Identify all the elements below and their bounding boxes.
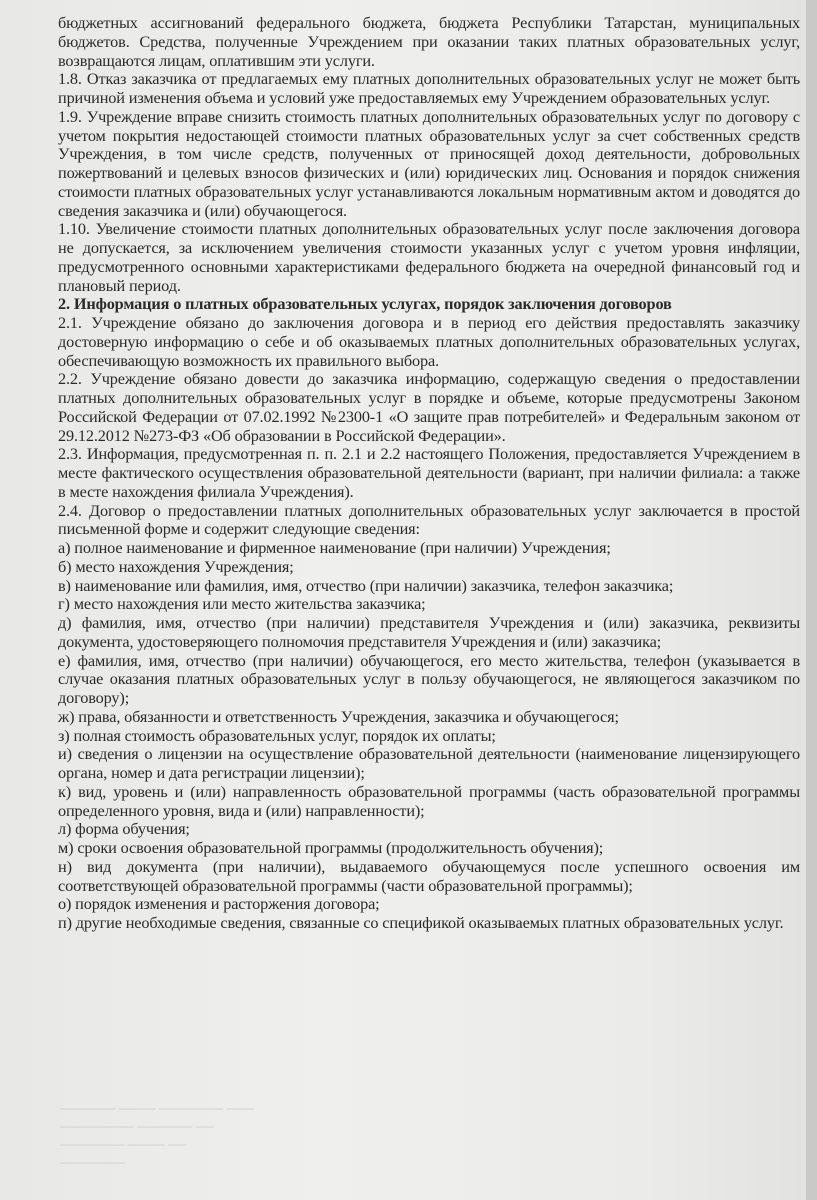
paragraph: б) место нахождения Учреждения; [58, 556, 294, 576]
paragraph: 2.4. Договор о предоставлении платных дополнительных образовательных услуг заключается в простой письменной форме и содержит следующие сведения: [58, 500, 800, 539]
paragraph: ж) права, обязанности и ответственность Учреждения, заказчика и обучающегося; [58, 706, 619, 726]
paragraph: з) полная стоимость образовательных услуг, порядок их оплаты; [58, 725, 496, 745]
paragraph: и) сведения о лицензии на осуществление образовательной деятельности (наименование лицензирующего органа, номер и дата регистрации лицензии); [58, 744, 800, 782]
paragraph: д) фамилия, имя, отчество (при наличии) представителя Учреждения и (или) заказчика, реквизиты документа, удостоверяющего полномочия представителя Учреждения и (или) заказчика; [58, 613, 800, 651]
paragraph: 2.3. Информация, предусмотренная п. п. 2.1 и 2.2 настоящего Положения, предоставляется Учреждением в месте фактического осуществления образовательной деятельности (вариант, при наличии филиала: а также в месте нахождения филиала Учреждения). [58, 444, 800, 501]
paragraph: 1.8. Отказ заказчика от предлагаемых ему платных дополнительных образовательных услуг не может быть причиной изменения объема и условий уже предоставляемых ему Учреждением образовательных услуг. [58, 69, 800, 107]
document-body [58, 14, 800, 933]
bleed-through-text: ────── ──── ─────── ─── ──────── ────── ── ─────── ──── ── ─────── [60, 1101, 254, 1170]
paragraph: а) полное наименование и фирменное наименование (при наличии) Учреждения; [58, 538, 611, 557]
paragraph: л) форма обучения; [58, 819, 190, 839]
paragraph: 2.2. Учреждение обязано довести до заказчика информацию, содержащую сведения о предоставлении платных дополнительных образовательных услуг в порядке и объеме, которые предусмотрены Законом Российской Федерации от 07.02.1992 №2300-1 «О защите прав потребителей» и Федеральным законом от 29.12.2012 №273-ФЗ «Об образовании в Российской Федерации». [58, 369, 800, 445]
paragraph: п) другие необходимые сведения, связанные со спецификой оказываемых платных образовательных услуг. [58, 913, 784, 932]
paragraph: 1.10. Увеличение стоимости платных дополнительных образовательных услуг после заключения договора не допускается, за исключением увеличения стоимости указанных услуг с учетом уровня инфляции, предусмотренного основными характеристиками федерального бюджета на очередной финансовый год и плановый период. [58, 219, 800, 295]
paragraph: н) вид документа (при наличии), выдаваемого обучающемуся после успешного освоения им соответствующей образовательной программы (части образовательной программы); [58, 856, 800, 895]
paragraph: в) наименование или фамилия, имя, отчество (при наличии) заказчика, телефон заказчика; [58, 575, 674, 595]
paragraph: 1.9. Учреждение вправе снизить стоимость платных дополнительных образовательных услуг по договору с учетом покрытия недостающей стоимости платных образовательных услуг за счет собственных средств Учреждения, в том числе средств, полученных от приносящей доход деятельности, добровольных пожертвований и целевых взносов физических и (или) юридических лиц. Основания и порядок снижения стоимости платных образовательных услуг устанавливаются локальным нормативным актом и доводятся до сведения заказчика и (или) обучающегося. [58, 106, 800, 220]
paragraph: м) сроки освоения образовательной программы (продолжительность обучения); [58, 838, 604, 857]
paragraph: о) порядок изменения и расторжения договора; [58, 894, 380, 914]
paragraph: е) фамилия, имя, отчество (при наличии) обучающегося, его место жительства, телефон (указывается в случае оказания платных образовательных услуг в пользу обучающегося, не являющегося заказчиком по договору); [58, 650, 800, 707]
paragraph: г) место нахождения или место жительства заказчика; [58, 594, 426, 614]
paragraph: бюджетных ассигнований федерального бюджета, бюджета Республики Татарстан, муниципальных бюджетов. Средства, полученные Учреждением при оказании таких платных образовательных услуг, возвращаются лицам, оплатившим эти услуги. [58, 13, 800, 70]
section-heading: 2. Информация о платных образовательных услугах, порядок заключения договоров [58, 294, 672, 314]
paragraph: 2.1. Учреждение обязано до заключения договора и в период его действия предоставлять заказчику достоверную информацию о себе и об оказываемых платных дополнительных образовательных услугах, обеспечивающую возможность их правильного выбора. [58, 313, 800, 370]
paragraph: к) вид, уровень и (или) направленность образовательной программы (часть образовательной программы определенного уровня, вида и (или) направленности); [58, 781, 800, 820]
page-edge [806, 0, 817, 1200]
